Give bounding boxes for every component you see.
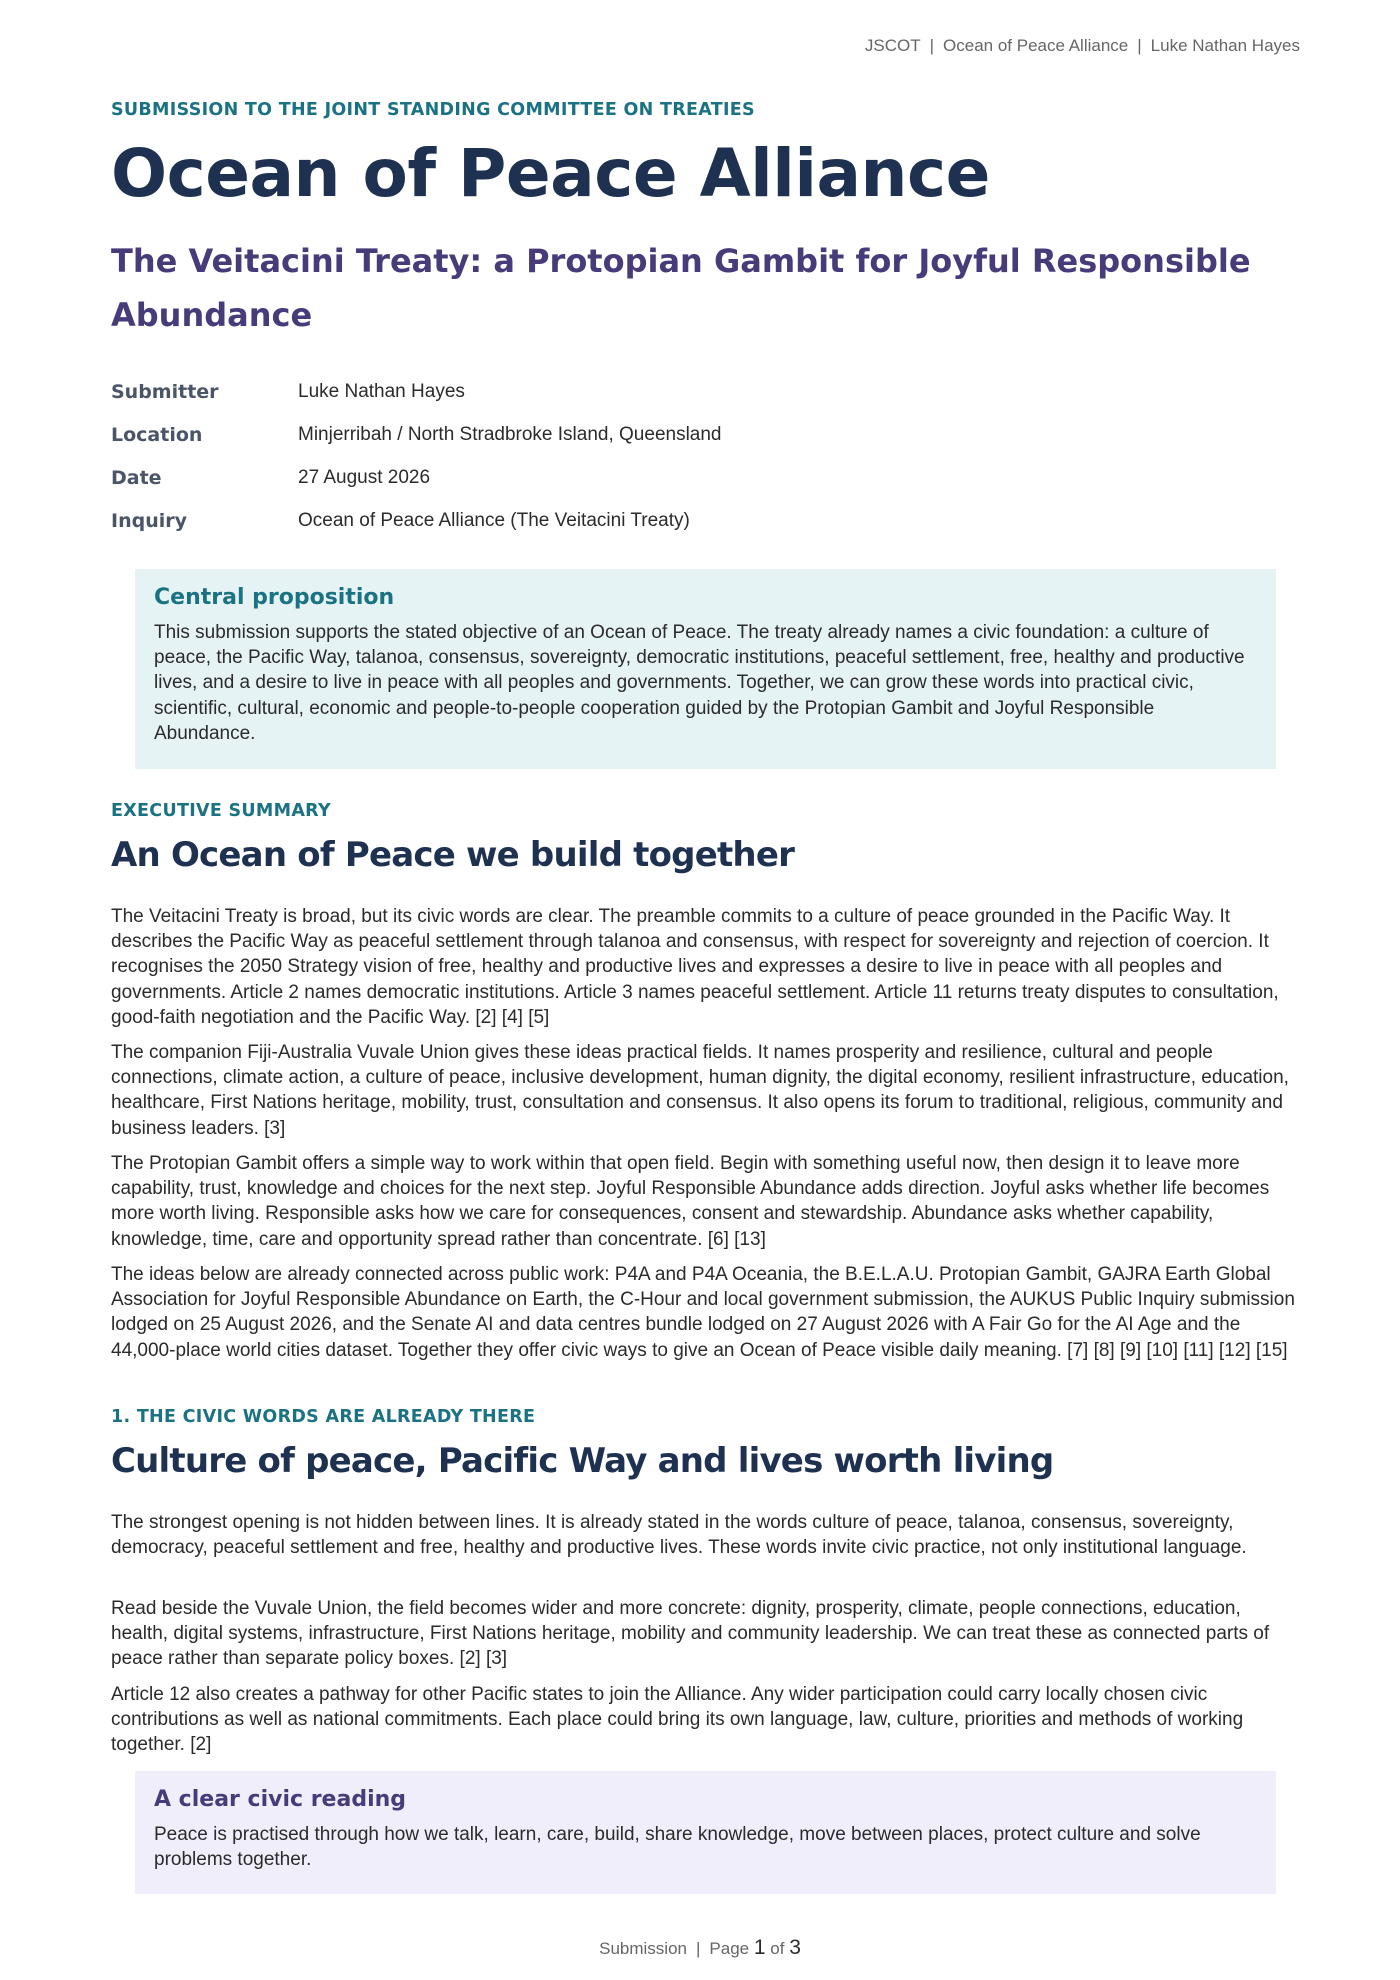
callout-body: Peace is practised through how we talk, learn, care, build, share knowledge, move between places, protect culture and solve problems together. bbox=[154, 1824, 1201, 1871]
header-author: Luke Nathan Hayes bbox=[1150, 36, 1300, 55]
page-footer: Submission | Page 1 of 3 bbox=[599, 1936, 801, 1959]
metadata-table bbox=[111, 370, 722, 542]
meta-key: Location bbox=[111, 423, 203, 446]
meta-key: Inquiry bbox=[111, 509, 187, 532]
paragraph: The Protopian Gambit offers a simple way to work within that open field. Begin with something useful now, then design it to leave more capability, trust, knowledge and choices for the next step. Joyful Responsible Abundance adds direction. Joyful asks whether life becomes more worth living. Responsible asks how we care for consequences, consent and stewardship. Abundance asks whether capability, knowledge, time, care and opportunity spread rather than concentrate. [6] [13] bbox=[111, 1153, 1270, 1250]
footer-of-word: of bbox=[770, 1939, 785, 1958]
header-inquiry: Ocean of Peace Alliance bbox=[943, 36, 1129, 55]
meta-value: Minjerribah / North Stradbroke Island, Queensland bbox=[298, 423, 722, 445]
header-committee: JSCOT bbox=[864, 36, 921, 55]
meta-value: Ocean of Peace Alliance (The Veitacini Treaty) bbox=[298, 509, 690, 531]
meta-row-submitter bbox=[111, 370, 722, 413]
meta-row-inquiry bbox=[111, 499, 722, 542]
section1-heading: Culture of peace, Pacific Way and lives worth living bbox=[111, 1441, 1054, 1481]
meta-row-location bbox=[111, 413, 722, 456]
civic-reading-callout bbox=[135, 1771, 1276, 1894]
executive-summary-heading: An Ocean of Peace we build together bbox=[111, 835, 795, 875]
meta-key: Submitter bbox=[111, 380, 219, 403]
executive-summary-eyebrow: EXECUTIVE SUMMARY bbox=[111, 801, 331, 821]
paragraph: The Veitacini Treaty is broad, but its civic words are clear. The preamble commits to a culture of peace grounded in the Pacific Way. It describes the Pacific Way as peaceful settlement through talanoa and consensus, with respect for sovereignty and rejection of coercion. It recognises the 2050 Strategy vision of free, healthy and productive lives and expresses a desire to live in peace with all peoples and governments. Article 2 names democratic institutions. Article 3 names peaceful settlement. Article 11 returns treaty disputes to consultation, good-faith negotiation and the Pacific Way. [2] [4] [5] bbox=[111, 906, 1279, 1028]
meta-value: Luke Nathan Hayes bbox=[298, 380, 465, 402]
callout-body: This submission supports the stated objective of an Ocean of Peace. The treaty already names a civic foundation: a culture of peace, the Pacific Way, talanoa, consensus, sovereignty, democratic institutions, peaceful settlement, free, healthy and productive lives, and a desire to live in peace with all peoples and governments. Together, we can grow these words into practical civic, scientific, cultural, economic and people-to-people cooperation guided by the Protopian Gambit and Joyful Responsible Abundance. bbox=[154, 622, 1245, 744]
central-proposition-callout bbox=[135, 569, 1276, 769]
document-subtitle: The Veitacini Treaty: a Protopian Gambit for Joyful Responsible Abundance bbox=[111, 242, 1251, 334]
callout-title: A clear civic reading bbox=[154, 1787, 407, 1812]
meta-row-date bbox=[111, 456, 722, 499]
paragraph: Article 12 also creates a pathway for other Pacific states to join the Alliance. Any wider participation could carry locally chosen civic contributions as well as national commitments. Each place could bring its own language, law, culture, priorities and methods of working together. [2] bbox=[111, 1684, 1244, 1756]
paragraph: Read beside the Vuvale Union, the field becomes wider and more concrete: dignity, prosperity, climate, people connections, education, health, digital systems, infrastructure, First Nations heritage, mobility and community leadership. We can treat these as connected parts of peace rather than separate policy boxes. [2] [3] bbox=[111, 1598, 1270, 1670]
callout-title: Central proposition bbox=[154, 585, 395, 610]
paragraph: The companion Fiji-Australia Vuvale Union gives these ideas practical fields. It names prosperity and resilience, cultural and people connections, climate action, a culture of peace, inclusive development, human dignity, the digital economy, resilient infrastructure, education, healthcare, First Nations heritage, mobility, trust, consultation and consensus. It also opens its forum to traditional, religious, community and business leaders. [3] bbox=[111, 1042, 1289, 1139]
footer-page-word: Page bbox=[709, 1939, 750, 1958]
page-number-total: 3 bbox=[789, 1936, 801, 1959]
paragraph: The strongest opening is not hidden between lines. It is already stated in the words culture of peace, talanoa, consensus, sovereignty, democracy, peaceful settlement and free, healthy and productive lives. These words invite civic practice, not only institutional language. bbox=[111, 1512, 1247, 1559]
meta-value: 27 August 2026 bbox=[298, 466, 431, 488]
running-header: JSCOT | Ocean of Peace Alliance | Luke Nathan Hayes bbox=[864, 36, 1300, 55]
section1-eyebrow: 1. THE CIVIC WORDS ARE ALREADY THERE bbox=[111, 1407, 536, 1427]
footer-label: Submission bbox=[599, 1939, 687, 1958]
page-number-current: 1 bbox=[753, 1936, 766, 1959]
document-eyebrow: SUBMISSION TO THE JOINT STANDING COMMITTEE ON TREATIES bbox=[111, 100, 755, 120]
meta-key: Date bbox=[111, 466, 162, 489]
paragraph: The ideas below are already connected across public work: P4A and P4A Oceania, the B.E.L.A.U. Protopian Gambit, GAJRA Earth Global Association for Joyful Responsible Abundance on Earth, the C-Hour and local government submission, the AUKUS Public Inquiry submission lodged on 25 August 2026, and the Senate AI and data centres bundle lodged on 27 August 2026 with A Fair Go for the AI Age and the 44,000-place world cities dataset. Together they offer civic ways to give an Ocean of Peace visible daily meaning. [7] [8] [9] [10] [11] [12] [15] bbox=[111, 1264, 1295, 1361]
document-title: Ocean of Peace Alliance bbox=[111, 135, 990, 212]
